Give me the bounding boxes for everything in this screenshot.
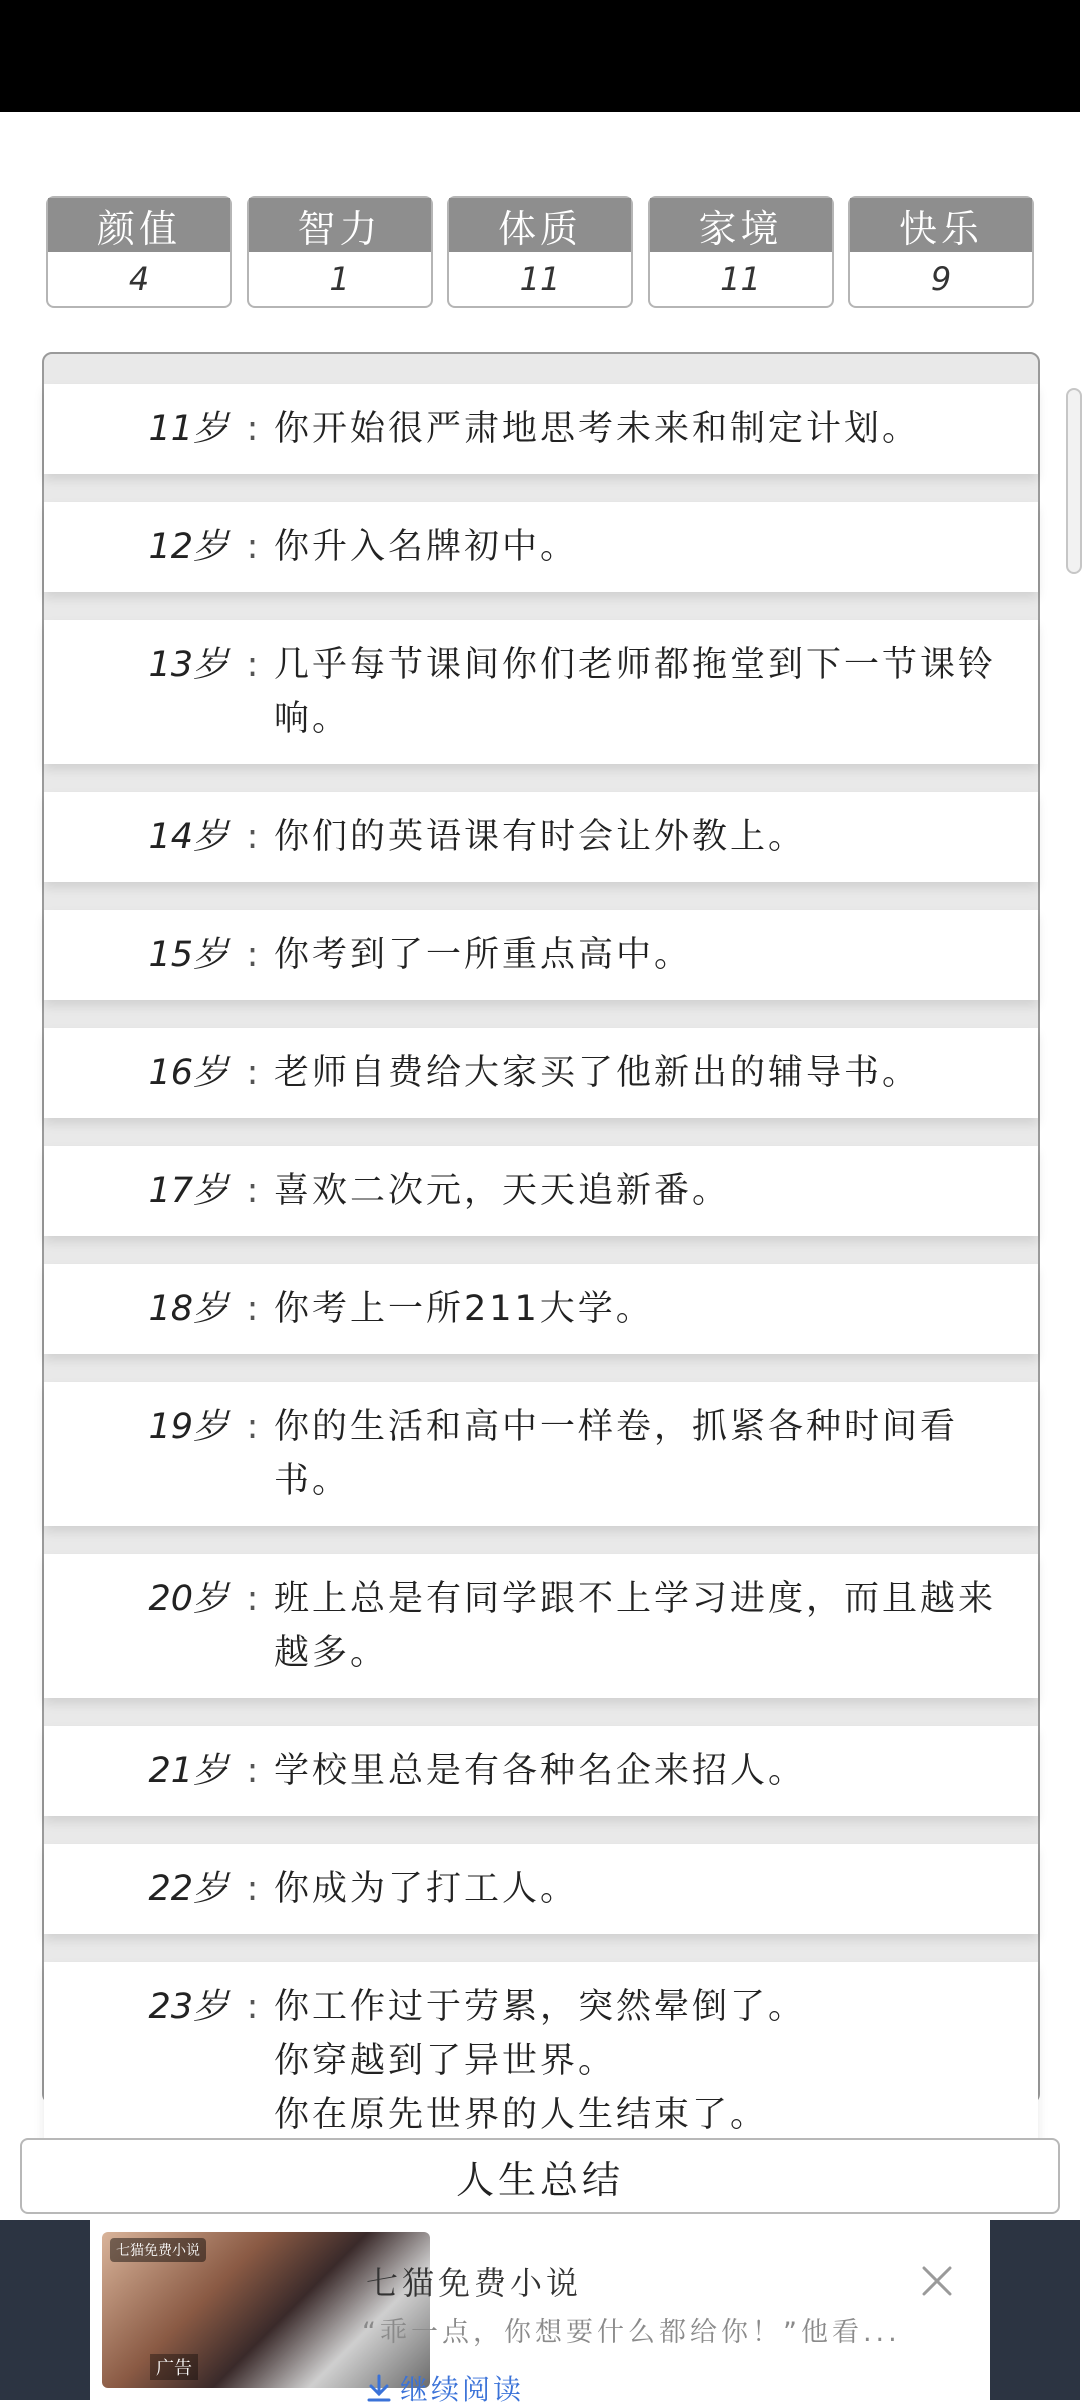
stat-value: 11 xyxy=(519,260,561,298)
event-age: 15岁 xyxy=(148,935,228,975)
event-separator: : xyxy=(246,409,262,449)
event-text xyxy=(274,810,998,864)
event-age: 17岁 xyxy=(148,1171,228,1211)
timeline-event xyxy=(44,1146,1038,1236)
timeline-event xyxy=(44,1726,1038,1816)
event-line: 班上总是有同学跟不上学习进度，而且越来越多。 xyxy=(274,1579,997,1673)
event-text xyxy=(274,1400,998,1508)
scrollbar-thumb[interactable] xyxy=(1066,388,1082,574)
event-separator: : xyxy=(246,1053,262,1093)
event-line: 你考上一所211大学。 xyxy=(274,1289,654,1329)
stat-box xyxy=(648,196,834,308)
event-text xyxy=(274,928,998,982)
event-age: 22岁 xyxy=(148,1869,228,1909)
event-text xyxy=(274,1164,998,1218)
event-separator: : xyxy=(246,1171,262,1211)
event-line: 你们的英语课有时会让外教上。 xyxy=(274,817,807,857)
event-text xyxy=(274,520,998,574)
event-age: 18岁 xyxy=(148,1289,228,1329)
timeline-event xyxy=(44,1264,1038,1354)
event-text xyxy=(274,1980,998,2142)
stat-box xyxy=(46,196,232,308)
event-age: 12岁 xyxy=(148,527,228,567)
stat-label: 快乐 xyxy=(850,198,1032,252)
stat-label: 体质 xyxy=(449,198,631,252)
stat-value: 11 xyxy=(720,260,761,298)
event-age: 19岁 xyxy=(148,1407,228,1447)
ad-banner xyxy=(0,2220,1080,2406)
stat-value: 9 xyxy=(930,260,952,298)
status-bar xyxy=(0,0,1080,112)
event-line: 学校里总是有各种名企来招人。 xyxy=(274,1751,807,1791)
event-text xyxy=(274,1572,998,1680)
timeline-list xyxy=(44,384,1038,2188)
ad-title[interactable]: 七猫免费小说 xyxy=(366,2264,583,2302)
event-separator: : xyxy=(246,527,262,567)
event-line: 你开始很严肃地思考未来和制定计划。 xyxy=(274,409,921,449)
event-separator: : xyxy=(246,817,262,857)
event-separator: : xyxy=(246,1869,262,1909)
event-separator: : xyxy=(246,1289,262,1329)
event-line: 老师自费给大家买了他新出的辅导书。 xyxy=(274,1053,921,1093)
event-text xyxy=(274,638,998,746)
event-line: 你穿越到了异世界。 xyxy=(274,2041,617,2081)
download-arrow-icon xyxy=(366,2374,392,2402)
close-icon[interactable] xyxy=(920,2264,954,2298)
attribute-stats xyxy=(46,196,1034,308)
stat-label: 颜值 xyxy=(48,198,230,252)
stat-box xyxy=(848,196,1034,308)
ad-logo: 七猫免费小说 xyxy=(110,2238,206,2262)
event-text xyxy=(274,1282,998,1336)
event-age: 21岁 xyxy=(148,1751,228,1791)
timeline-event xyxy=(44,1844,1038,1934)
event-line: 你考到了一所重点高中。 xyxy=(274,935,693,975)
event-line: 你在原先世界的人生结束了。 xyxy=(274,2095,769,2135)
event-separator: : xyxy=(246,1987,262,2027)
event-age: 23岁 xyxy=(148,1987,228,2027)
event-separator: : xyxy=(246,935,262,975)
event-line: 你升入名牌初中。 xyxy=(274,527,579,567)
event-line: 你成为了打工人。 xyxy=(274,1869,579,1909)
ad-description[interactable]: “乖一点，你想要什么都给你！”他看... xyxy=(362,2317,901,2348)
event-line: 你的生活和高中一样卷，抓紧各种时间看书。 xyxy=(274,1407,959,1501)
stat-box xyxy=(247,196,433,308)
life-summary-button[interactable]: 人生总结 xyxy=(20,2138,1060,2214)
event-line: 几乎每节课间你们老师都拖堂到下一节课铃响。 xyxy=(274,645,997,739)
event-separator: : xyxy=(246,645,262,685)
event-text xyxy=(274,1046,998,1100)
event-separator: : xyxy=(246,1407,262,1447)
stat-label: 家境 xyxy=(650,198,832,252)
timeline-event xyxy=(44,1028,1038,1118)
event-separator: : xyxy=(246,1751,262,1791)
timeline-event xyxy=(44,1554,1038,1698)
event-text xyxy=(274,402,998,456)
event-line: 你工作过于劳累，突然晕倒了。 xyxy=(274,1987,807,2027)
ad-cta-label: 继续阅读 xyxy=(400,2373,525,2406)
ad-continue-reading-link[interactable] xyxy=(366,2368,524,2408)
timeline-event xyxy=(44,1382,1038,1526)
timeline-event xyxy=(44,502,1038,592)
ad-tag: 广告 xyxy=(150,2354,198,2380)
timeline-event xyxy=(44,792,1038,882)
life-timeline[interactable] xyxy=(42,352,1040,2135)
ad-card[interactable] xyxy=(90,2220,990,2406)
event-age: 16岁 xyxy=(148,1053,228,1093)
event-age: 14岁 xyxy=(148,817,228,857)
timeline-event xyxy=(44,910,1038,1000)
event-text xyxy=(274,1744,998,1798)
timeline-event xyxy=(44,1962,1038,2160)
event-text xyxy=(274,1862,998,1916)
event-age: 20岁 xyxy=(148,1579,228,1619)
event-age: 13岁 xyxy=(148,645,228,685)
event-age: 11岁 xyxy=(148,409,228,449)
stat-label: 智力 xyxy=(249,198,431,252)
event-separator: : xyxy=(246,1579,262,1619)
stat-box xyxy=(447,196,633,308)
stat-value: 1 xyxy=(329,260,350,298)
timeline-event xyxy=(44,384,1038,474)
event-line: 喜欢二次元，天天追新番。 xyxy=(274,1171,731,1211)
timeline-event xyxy=(44,620,1038,764)
stat-value: 4 xyxy=(128,260,150,298)
